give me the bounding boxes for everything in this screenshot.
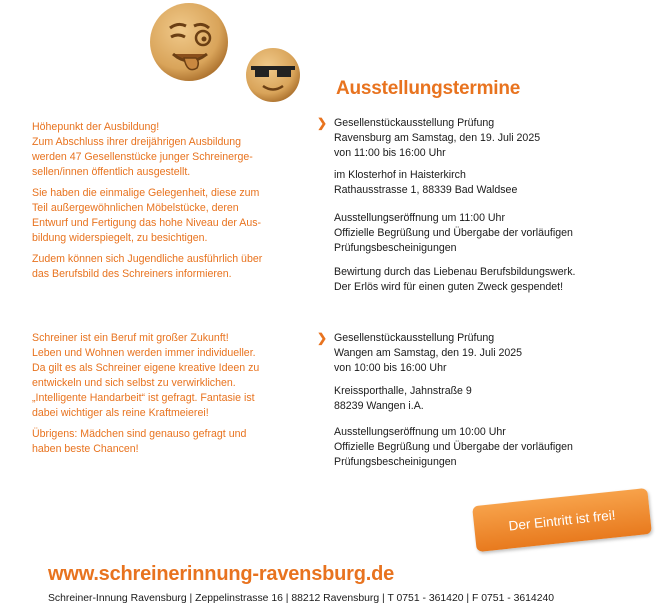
intro-paragraph-3: Zudem können sich Jugendliche ausführlich über das Berufsbild des Schreiners informieren. <box>32 253 263 280</box>
winking-emoji-icon <box>146 0 232 86</box>
event2-opening: Ausstellungseröffnung um 10:00 Uhr Offizielle Begrüßung und Übergabe der vorläufigen Prüfungsbescheinigungen <box>334 426 573 468</box>
sunglasses-emoji-icon <box>243 44 303 104</box>
event2-title: Gesellenstückausstellung Prüfung Wangen am Samstag, den 19. Juli 2025 von 10:00 bis 16:00 Uhr <box>334 332 523 374</box>
event1-title: Gesellenstückausstellung Prüfung Ravensburg am Samstag, den 19. Juli 2025 von 11:00 bis 16:00 Uhr <box>334 117 541 159</box>
event1-opening: Ausstellungseröffnung um 11:00 Uhr Offizielle Begrüßung und Übergabe der vorläufigen Prüfungsbescheinigungen <box>334 212 573 254</box>
chevron-right-icon: ❯ <box>317 331 328 345</box>
event2-location: Kreissporthalle, Jahnstraße 9 88239 Wangen i.A. <box>334 385 472 412</box>
website-link[interactable]: www.schreinerinnung-ravensburg.de <box>48 563 395 585</box>
contact-footer: Schreiner-Innung Ravensburg | Zeppelinstrasse 16 | 88212 Ravensburg | T 0751 - 361420 | F 0751 - 3614240 <box>48 593 555 604</box>
event1-catering: Bewirtung durch das Liebenau Berufsbildungswerk. Der Erlös wird für einen guten Zweck gespendet! <box>334 266 576 293</box>
event1-location: im Klosterhof in Haisterkirch Rathausstrasse 1, 88339 Bad Waldsee <box>334 169 518 196</box>
chevron-right-icon: ❯ <box>317 116 328 130</box>
career-paragraph-1: Schreiner ist ein Beruf mit großer Zukunft! Leben und Wohnen werden immer individueller. Da gilt es als Schreiner eigene kreative Ideen zu entwickeln und sich selbst zu verwirklichen. „Intelligente Handarbeit“ ist gefragt. Fantasie ist dabei wichtiger als reine Kraftmeierei! <box>32 332 260 419</box>
intro-paragraph-2: Sie haben die einmalige Gelegenheit, diese zum Teil außergewöhnlichen Möbelstücke, deren Entwurf und Fertigung das hohe Niveau der Aus- bildung widerspiegelt, zu besichtigen. <box>32 187 262 244</box>
page-title: Ausstellungstermine <box>336 78 521 99</box>
free-entry-label: Der Eintritt ist frei! <box>507 506 617 534</box>
intro-paragraph-1: Höhepunkt der Ausbildung! Zum Abschluss ihrer dreijährigen Ausbildung werden 47 Gesellenstücke junger Schreinerge- sellen/innen öffentlich ausgestellt. <box>32 121 253 178</box>
career-paragraph-2: Übrigens: Mädchen sind genauso gefragt und haben beste Chancen! <box>32 428 247 455</box>
free-entry-badge <box>472 488 652 552</box>
